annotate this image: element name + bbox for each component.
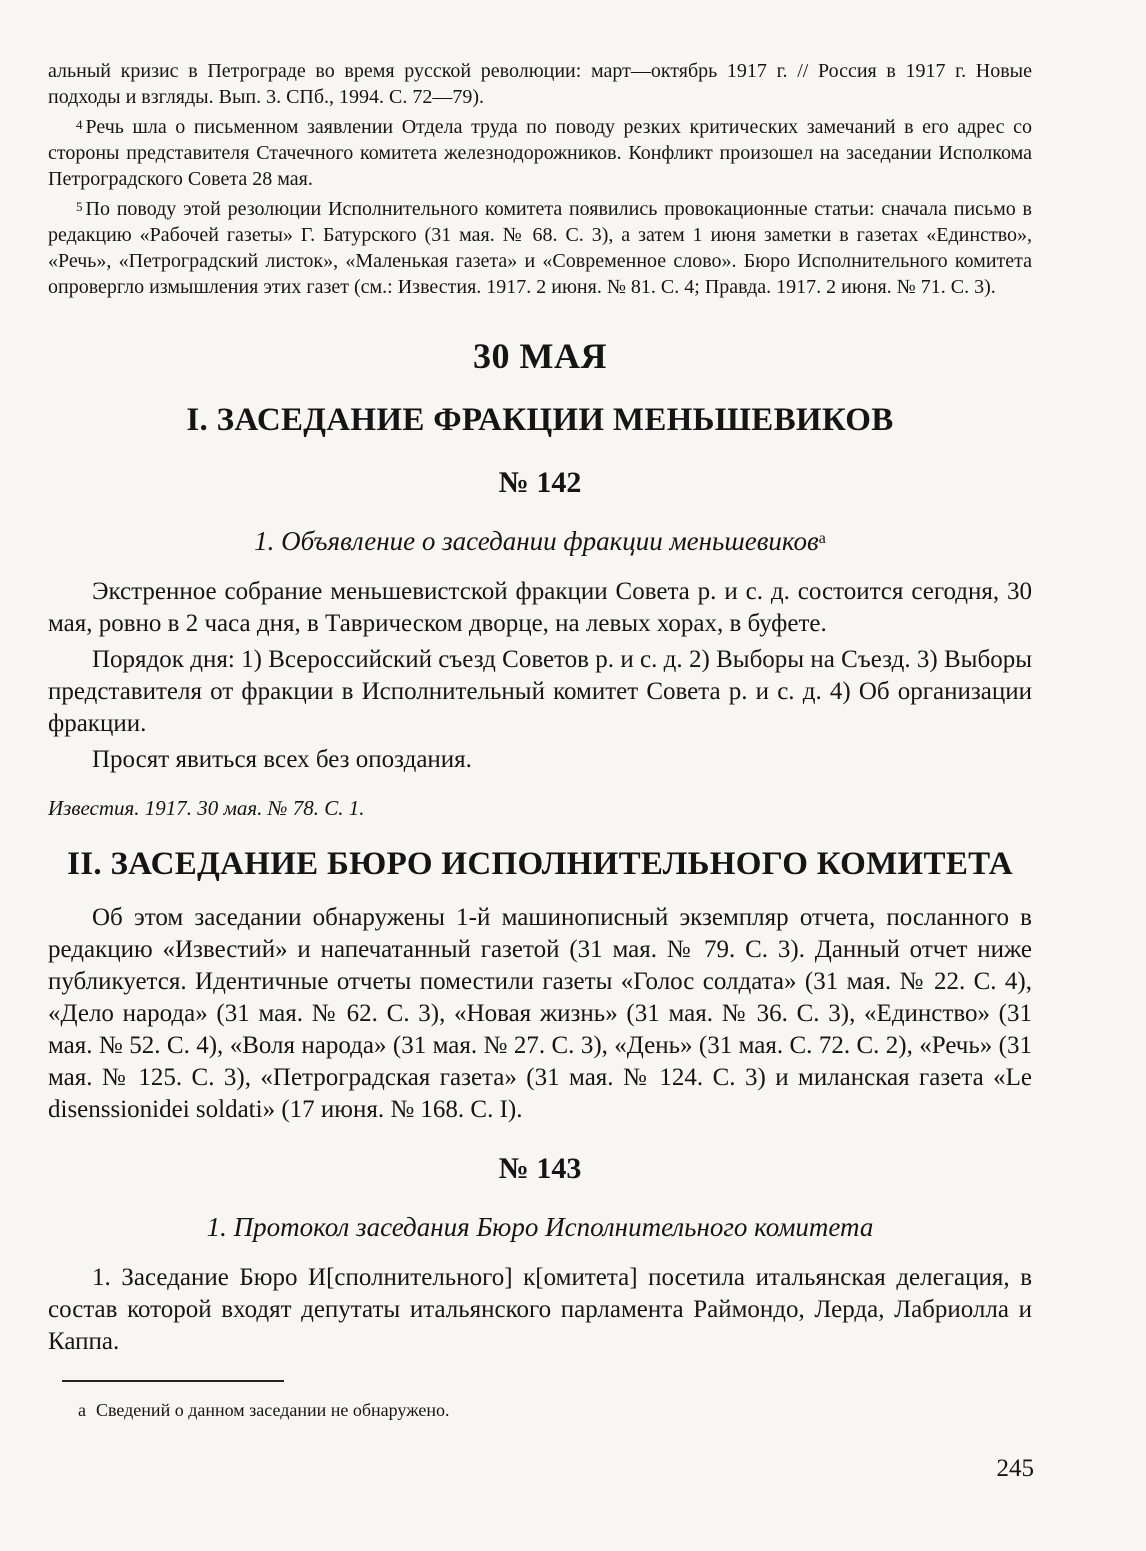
section-2-heading: II. ЗАСЕДАНИЕ БЮРО ИСПОЛНИТЕЛЬНОГО КОМИТЕТА bbox=[67, 846, 1013, 882]
document-number-143: № 143 bbox=[498, 1152, 582, 1185]
footnote-divider bbox=[62, 1380, 284, 1382]
footnote-4 bbox=[48, 114, 1032, 192]
footnote-4-text: Речь шла о письменном заявлении Отдела труда по поводу резких критических замечаний в его адрес со стороны представителя Стачечного комитета железнодорожников. Конфликт произошел на заседании Исполкома Петроградского Совета 28 мая. bbox=[48, 116, 1032, 190]
protocol-paragraph-1: 1. Заседание Бюро И[сполнительного] к[омитета] посетила итальянская делегация, в состав которой входят депутаты итальянского парламента Раймондо, Лерда, Лабриолла и Каппа. bbox=[48, 1264, 1032, 1355]
footnote-5-mark: 5 bbox=[76, 199, 83, 214]
source-citation: Известия. 1917. 30 мая. № 78. С. 1. bbox=[48, 796, 365, 820]
document-142-title-mark: а bbox=[818, 530, 826, 547]
page-footnote bbox=[78, 1398, 450, 1422]
document-number-142: № 142 bbox=[498, 466, 582, 499]
document-142-title bbox=[48, 524, 1032, 558]
footnote-4-mark: 4 bbox=[76, 117, 83, 132]
announcement-paragraph-1: Экстренное собрание меньшевистской фракции Совета р. и с. д. состоится сегодня, 30 мая, ровно в 2 часа дня, в Таврическом дворце, на левых хорах, в буфете. bbox=[48, 578, 1032, 637]
page-content bbox=[48, 58, 1032, 1358]
section-2-intro: Об этом заседании обнаружены 1-й машинописный экземпляр отчета, посланного в редакцию «Известий» и напечатанный газетой (31 мая. № 79. С. 3). Данный отчет ниже публикуется. Идентичные отчеты поместили газеты «Голос солдата» (31 мая. № 22. С. 4), «Дело народа» (31 мая. № 62. С. 3), «Новая жизнь» (31 мая. № 36. С. 3), «Единство» (31 мая. № 52. С. 4), «Воля народа» (31 мая. № 27. С. 3), «День» (31 мая. С. 72. С. 2), «Речь» (31 мая. № 125. С. 3), «Петроградская газета» (31 мая. № 124. С. 3) и миланская газета «Le disenssionidei soldati» (17 июня. № 168. С. I). bbox=[48, 904, 1032, 1123]
footnote-continuation: альный кризис в Петрограде во время русской революции: март—октябрь 1917 г. // Россия в 1917 г. Новые подходы и взгляды. Вып. 3. СПб., 1994. С. 72—79). bbox=[48, 60, 1032, 108]
section-1-heading: I. ЗАСЕДАНИЕ ФРАКЦИИ МЕНЬШЕВИКОВ bbox=[186, 402, 894, 438]
page-footnote-mark: а bbox=[78, 1400, 86, 1420]
document-143-title: 1. Протокол заседания Бюро Исполнительного комитета bbox=[206, 1212, 874, 1242]
page-footnote-text: Сведений о данном заседании не обнаружено. bbox=[96, 1400, 450, 1420]
document-142-title-text: 1. Объявление о заседании фракции меньшевиков bbox=[254, 526, 819, 556]
footnote-5 bbox=[48, 196, 1032, 300]
date-heading: 30 МАЯ bbox=[473, 336, 607, 376]
announcement-paragraph-3: Просят явиться всех без опоздания. bbox=[92, 746, 472, 773]
footnote-5-text: По поводу этой резолюции Исполнительного комитета появились провокационные статьи: сначала письмо в редакцию «Рабочей газеты» Г. Батурского (31 мая. № 68. С. 3), а затем 1 июня заметки в газетах «Единство», «Речь», «Петроградский листок», «Маленькая газета» и «Современное слово». Бюро Исполнительного комитета опровергло измышления этих газет (см.: Известия. 1917. 2 июня. № 81. С. 4; Правда. 1917. 2 июня. № 71. С. 3). bbox=[48, 198, 1032, 298]
page-number: 245 bbox=[996, 1455, 1034, 1482]
announcement-paragraph-2: Порядок дня: 1) Всероссийский съезд Советов р. и с. д. 2) Выборы на Съезд. 3) Выборы представителя от фракции в Исполнительный комитет Совета р. и с. д. 4) Об организации фракции. bbox=[48, 646, 1032, 737]
